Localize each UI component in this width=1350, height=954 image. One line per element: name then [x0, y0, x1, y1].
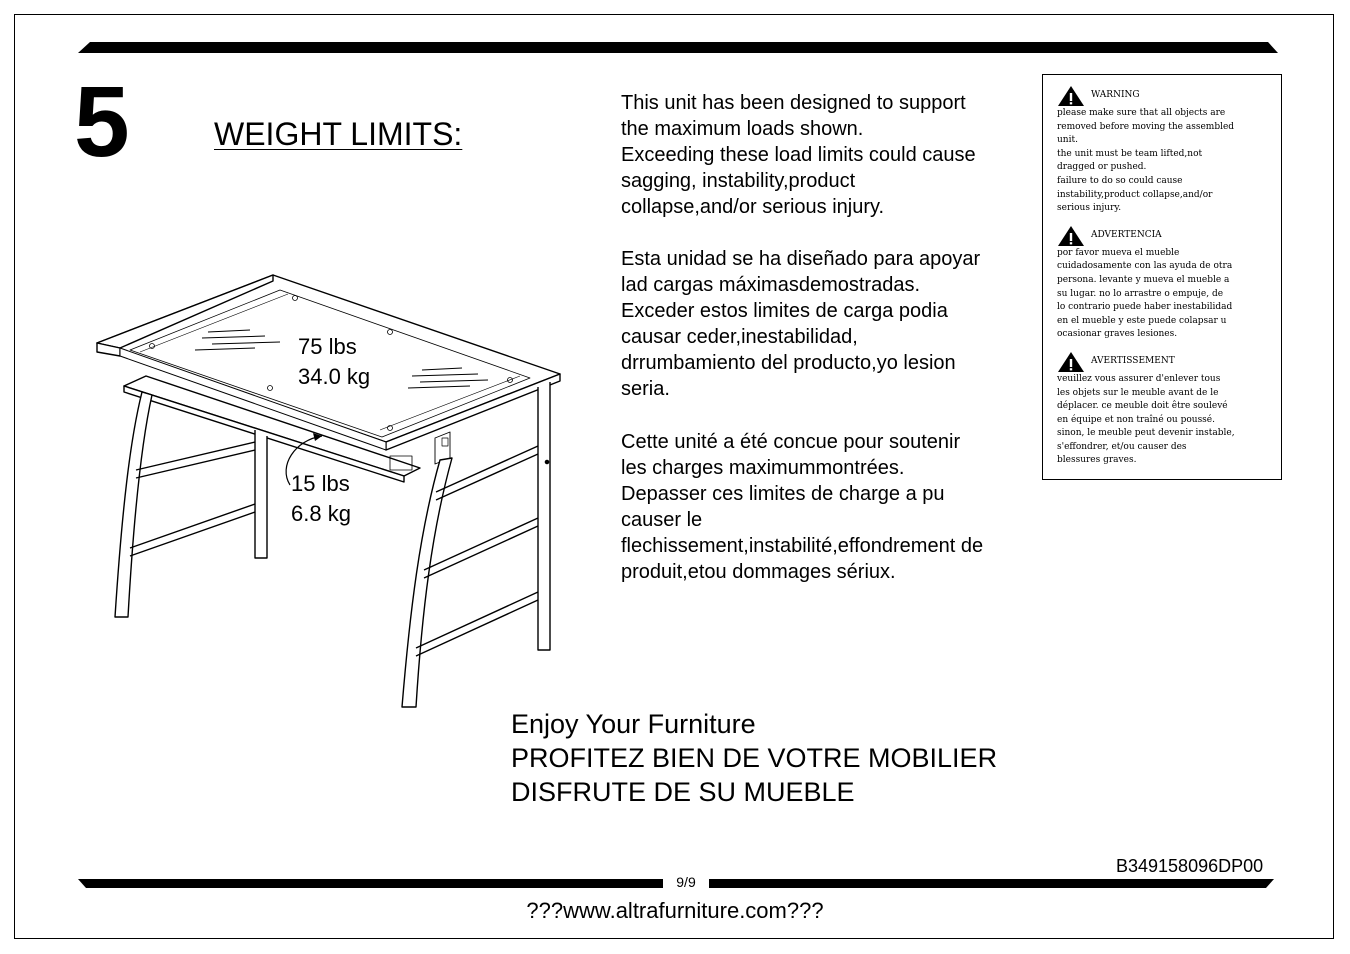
- text-line: flechissement,instabilité,effondrement de: [621, 535, 984, 557]
- step-number: 5: [74, 66, 128, 178]
- footer-bar-right: [709, 879, 1274, 888]
- footer-bar-left: [78, 879, 663, 888]
- warning-block-spanish: [1057, 225, 1271, 342]
- warning-line: veuillez vous assurer d'enlever tous: [1057, 373, 1221, 384]
- text-line: This unit has been designed to support: [621, 92, 966, 114]
- warning-line: serious injury.: [1057, 203, 1122, 214]
- warning-line: unit.: [1057, 135, 1078, 146]
- warning-header: [1057, 225, 1271, 247]
- closing-line: PROFITEZ BIEN DE VOTRE MOBILIER: [511, 743, 998, 773]
- warning-line: persona. levante y mueva el mueble a: [1057, 274, 1230, 285]
- text-line: causar ceder,inestabilidad,: [621, 326, 858, 348]
- text-line: Exceder estos limites de carga podia: [621, 300, 948, 322]
- document-code: B349158096DP00: [1116, 856, 1264, 876]
- top-weight-kg: 34.0 kg: [298, 364, 371, 389]
- text-line: the maximum loads shown.: [621, 118, 864, 140]
- keyboard-weight-lbs: 15 lbs: [291, 471, 350, 496]
- keyboard-weight-kg: 6.8 kg: [291, 501, 351, 526]
- warning-header: [1057, 85, 1271, 107]
- warning-line: the unit must be team lifted,not: [1057, 148, 1203, 159]
- warning-line: déplacer. ce meuble doit être soulevé: [1057, 401, 1228, 412]
- warning-block-french: [1057, 351, 1271, 468]
- warning-box: [1042, 74, 1282, 480]
- text-line: les charges maximummontrées.: [621, 457, 905, 479]
- warning-line: dragged or pushed.: [1057, 162, 1147, 173]
- page-number: 9/9: [676, 874, 696, 890]
- text-line: Cette unité a été concue pour soutenir: [621, 431, 961, 453]
- warning-triangle-icon: [1057, 351, 1085, 373]
- warning-line: failure to do so could cause: [1057, 175, 1183, 186]
- warning-line: en el mueble y este puede colapsar u: [1057, 315, 1227, 326]
- warning-line: su lugar. no lo arrastre o empuje, de: [1057, 288, 1224, 299]
- text-line: collapse,and/or serious injury.: [621, 196, 885, 218]
- website-link[interactable]: ???www.altrafurniture.com???: [526, 898, 824, 923]
- warning-line: blessures graves.: [1057, 455, 1137, 466]
- text-line: sagging, instability,product: [621, 170, 856, 192]
- warning-title: ADVERTENCIA: [1091, 229, 1162, 240]
- warning-line: sinon, le meuble peut devenir instable,: [1057, 428, 1235, 439]
- text-line: Esta unidad se ha diseñado para apoyar: [621, 248, 981, 270]
- closing-message: [511, 707, 997, 809]
- text-line: produit,etou dommages sériux.: [621, 561, 896, 583]
- warning-title: AVERTISSEMENT: [1091, 356, 1175, 367]
- paragraph-english: [621, 90, 1041, 220]
- warning-line: en équipe et non traîné ou poussé.: [1057, 414, 1215, 425]
- warning-triangle-icon: [1057, 225, 1085, 247]
- warning-title: WARNING: [1091, 90, 1140, 101]
- warning-block-english: [1057, 85, 1271, 216]
- section-title: WEIGHT LIMITS:: [214, 116, 463, 152]
- warning-line: please make sure that all objects are: [1057, 108, 1226, 118]
- text-line: lad cargas máximasdemostradas.: [621, 274, 921, 296]
- text-line: Depasser ces limites de charge a pu: [621, 483, 945, 505]
- warning-line: s'effondrer, et/ou causer des: [1057, 441, 1187, 452]
- warning-line: instability,product collapse,and/or: [1057, 189, 1213, 200]
- text-line: seria.: [621, 378, 670, 400]
- top-weight-label: [298, 332, 370, 392]
- keyboard-weight-label: [291, 469, 351, 529]
- warning-line: por favor mueva el mueble: [1057, 247, 1180, 258]
- text-line: causer le: [621, 509, 703, 531]
- text-line: Exceeding these load limits could cause: [621, 144, 976, 166]
- top-bar: [78, 42, 1278, 53]
- warning-line: les objets sur le meuble avant de le: [1057, 387, 1219, 398]
- top-weight-lbs: 75 lbs: [298, 334, 357, 359]
- closing-line: DISFRUTE DE SU MUEBLE: [511, 777, 855, 807]
- warning-line: cuidadosamente con las ayuda de otra: [1057, 261, 1233, 272]
- warning-line: ocasionar graves lesiones.: [1057, 329, 1178, 340]
- warning-header: [1057, 351, 1271, 373]
- warning-line: removed before moving the assembled: [1057, 121, 1235, 132]
- closing-line: Enjoy Your Furniture: [511, 709, 756, 739]
- paragraph-spanish: [621, 246, 1041, 402]
- warning-triangle-icon: [1057, 85, 1085, 107]
- paragraph-french: [621, 429, 1041, 585]
- warning-line: lo contrario puede haber inestabilidad: [1057, 302, 1233, 313]
- text-line: drrumbamiento del producto,yo lesion: [621, 352, 956, 374]
